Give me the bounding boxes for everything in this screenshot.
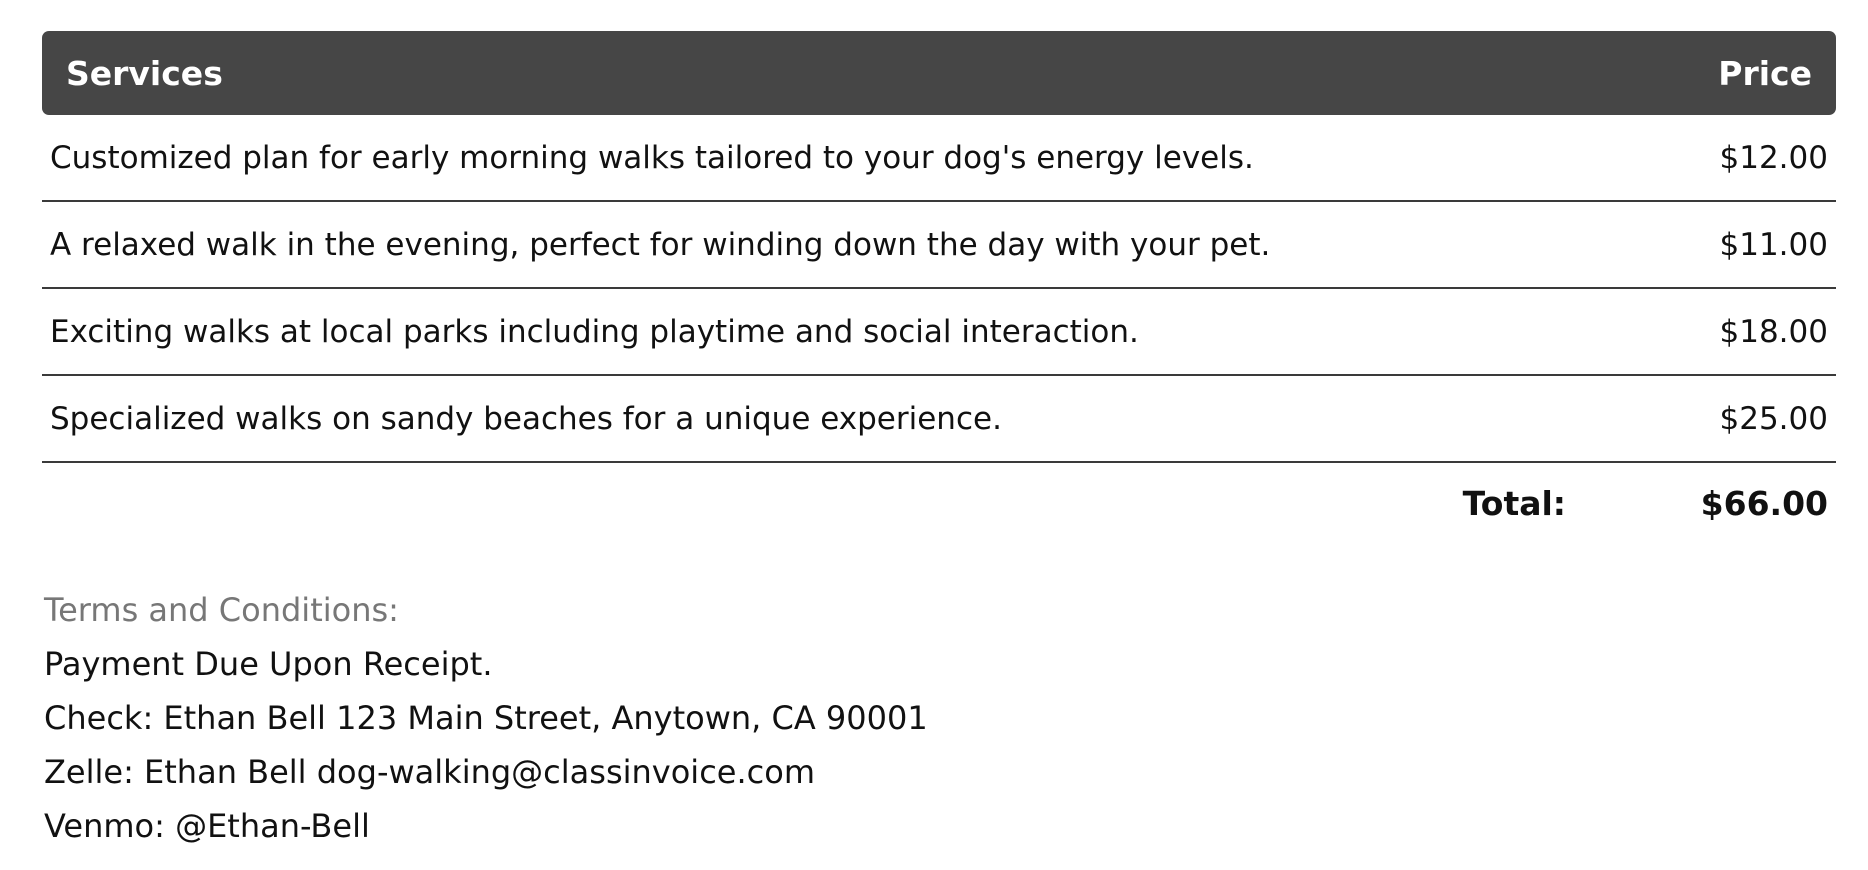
price-column-header: Price [1488, 31, 1836, 115]
table-row [42, 288, 1836, 375]
terms-section [44, 583, 928, 853]
total-amount: $66.00 [1700, 484, 1828, 523]
total-row [42, 474, 1828, 534]
total-label: Total: [1462, 484, 1566, 523]
service-description: A relaxed walk in the evening, perfect for winding down the day with your pet. [42, 201, 1488, 288]
terms-check-info: Check: Ethan Bell 123 Main Street, Anytown, CA 90001 [44, 699, 928, 737]
service-price: $25.00 [1488, 375, 1836, 462]
services-table [42, 31, 1836, 463]
terms-payment-due: Payment Due Upon Receipt. [44, 645, 493, 683]
service-description: Exciting walks at local parks including playtime and social interaction. [42, 288, 1488, 375]
services-column-header: Services [42, 31, 1488, 115]
table-header-row [42, 31, 1836, 115]
table-row [42, 201, 1836, 288]
service-description: Customized plan for early morning walks tailored to your dog's energy levels. [42, 115, 1488, 201]
table-row [42, 375, 1836, 462]
terms-venmo-info: Venmo: @Ethan-Bell [44, 807, 370, 845]
service-description: Specialized walks on sandy beaches for a unique experience. [42, 375, 1488, 462]
table-row [42, 115, 1836, 201]
service-price: $11.00 [1488, 201, 1836, 288]
terms-zelle-info: Zelle: Ethan Bell dog-walking@classinvoice.com [44, 753, 815, 791]
service-price: $18.00 [1488, 288, 1836, 375]
service-price: $12.00 [1488, 115, 1836, 201]
terms-heading: Terms and Conditions: [44, 591, 399, 629]
